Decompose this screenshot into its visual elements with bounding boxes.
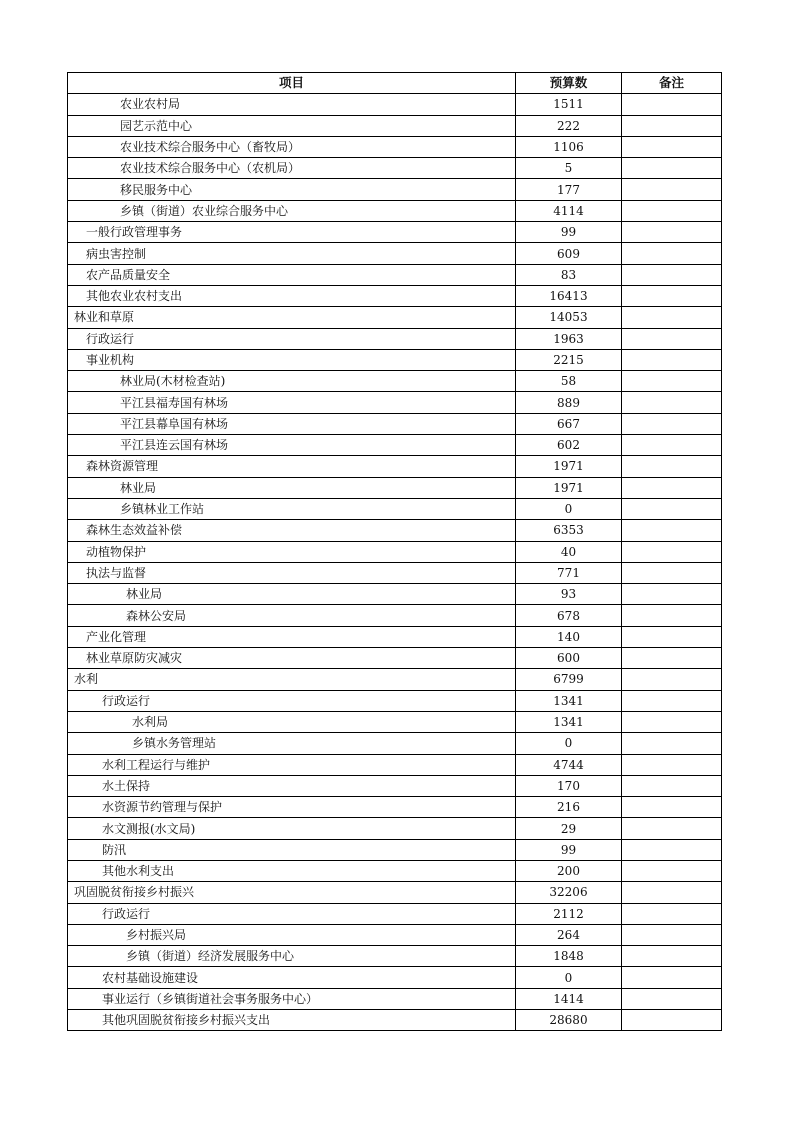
table-row	[68, 733, 722, 754]
amount-cell: 4744	[516, 754, 622, 775]
item-cell: 水利工程运行与维护	[68, 754, 516, 775]
amount-cell: 1971	[516, 477, 622, 498]
item-cell: 水利局	[68, 711, 516, 732]
remark-cell	[622, 307, 722, 328]
amount-cell: 602	[516, 435, 622, 456]
table-row	[68, 477, 722, 498]
amount-cell: 93	[516, 584, 622, 605]
table-row	[68, 818, 722, 839]
amount-cell: 1971	[516, 456, 622, 477]
remark-cell	[622, 924, 722, 945]
table-row	[68, 541, 722, 562]
table-row	[68, 754, 722, 775]
table-row	[68, 200, 722, 221]
remark-cell	[622, 243, 722, 264]
amount-cell: 32206	[516, 882, 622, 903]
amount-cell: 1848	[516, 946, 622, 967]
header-remark: 备注	[622, 73, 722, 94]
amount-cell: 609	[516, 243, 622, 264]
item-cell: 其他巩固脱贫衔接乡村振兴支出	[68, 1010, 516, 1031]
remark-cell	[622, 860, 722, 881]
remark-cell	[622, 200, 722, 221]
table-row	[68, 562, 722, 583]
header-row	[68, 73, 722, 94]
remark-cell	[622, 797, 722, 818]
remark-cell	[622, 711, 722, 732]
table-row	[68, 797, 722, 818]
table-row	[68, 1010, 722, 1031]
item-cell: 乡镇（街道）农业综合服务中心	[68, 200, 516, 221]
item-cell: 森林资源管理	[68, 456, 516, 477]
item-cell: 乡镇水务管理站	[68, 733, 516, 754]
item-cell: 平江县福寿国有林场	[68, 392, 516, 413]
remark-cell	[622, 222, 722, 243]
item-cell: 农业技术综合服务中心（农机局）	[68, 158, 516, 179]
table-row	[68, 584, 722, 605]
item-cell: 防汛	[68, 839, 516, 860]
amount-cell: 6799	[516, 669, 622, 690]
amount-cell: 83	[516, 264, 622, 285]
amount-cell: 1341	[516, 711, 622, 732]
item-cell: 平江县幕阜国有林场	[68, 413, 516, 434]
item-cell: 事业运行（乡镇街道社会事务服务中心）	[68, 988, 516, 1009]
remark-cell	[622, 264, 722, 285]
table-row	[68, 648, 722, 669]
table-row	[68, 988, 722, 1009]
item-cell: 农业农村局	[68, 94, 516, 115]
table-row	[68, 179, 722, 200]
table-row	[68, 264, 722, 285]
table-row	[68, 222, 722, 243]
amount-cell: 14053	[516, 307, 622, 328]
amount-cell: 0	[516, 498, 622, 519]
table-row	[68, 946, 722, 967]
table-row	[68, 711, 722, 732]
amount-cell: 264	[516, 924, 622, 945]
table-row	[68, 498, 722, 519]
item-cell: 行政运行	[68, 903, 516, 924]
item-cell: 病虫害控制	[68, 243, 516, 264]
item-cell: 森林生态效益补偿	[68, 520, 516, 541]
table-row	[68, 285, 722, 306]
item-cell: 巩固脱贫衔接乡村振兴	[68, 882, 516, 903]
amount-cell: 40	[516, 541, 622, 562]
item-cell: 园艺示范中心	[68, 115, 516, 136]
table-row	[68, 903, 722, 924]
amount-cell: 177	[516, 179, 622, 200]
amount-cell: 5	[516, 158, 622, 179]
table-row	[68, 967, 722, 988]
remark-cell	[622, 988, 722, 1009]
remark-cell	[622, 136, 722, 157]
table-row	[68, 839, 722, 860]
budget-table	[67, 72, 722, 1031]
item-cell: 水土保持	[68, 775, 516, 796]
amount-cell: 6353	[516, 520, 622, 541]
item-cell: 林业局	[68, 477, 516, 498]
item-cell: 产业化管理	[68, 626, 516, 647]
remark-cell	[622, 179, 722, 200]
table-row	[68, 775, 722, 796]
item-cell: 林业局	[68, 584, 516, 605]
remark-cell	[622, 456, 722, 477]
amount-cell: 16413	[516, 285, 622, 306]
item-cell: 水利	[68, 669, 516, 690]
table-row	[68, 520, 722, 541]
item-cell: 森林公安局	[68, 605, 516, 626]
amount-cell: 0	[516, 967, 622, 988]
remark-cell	[622, 754, 722, 775]
remark-cell	[622, 775, 722, 796]
remark-cell	[622, 158, 722, 179]
item-cell: 行政运行	[68, 690, 516, 711]
item-cell: 农业技术综合服务中心（畜牧局）	[68, 136, 516, 157]
remark-cell	[622, 498, 722, 519]
remark-cell	[622, 882, 722, 903]
remark-cell	[622, 1010, 722, 1031]
remark-cell	[622, 285, 722, 306]
amount-cell: 29	[516, 818, 622, 839]
remark-cell	[622, 371, 722, 392]
amount-cell: 200	[516, 860, 622, 881]
item-cell: 林业局(木材检查站)	[68, 371, 516, 392]
item-cell: 平江县连云国有林场	[68, 435, 516, 456]
remark-cell	[622, 967, 722, 988]
table-row	[68, 94, 722, 115]
item-cell: 移民服务中心	[68, 179, 516, 200]
amount-cell: 889	[516, 392, 622, 413]
item-cell: 其他农业农村支出	[68, 285, 516, 306]
table-body	[68, 94, 722, 1031]
table-row	[68, 349, 722, 370]
remark-cell	[622, 541, 722, 562]
remark-cell	[622, 733, 722, 754]
table-row	[68, 243, 722, 264]
remark-cell	[622, 115, 722, 136]
remark-cell	[622, 94, 722, 115]
table-row	[68, 115, 722, 136]
amount-cell: 1341	[516, 690, 622, 711]
table-row	[68, 924, 722, 945]
item-cell: 其他水利支出	[68, 860, 516, 881]
remark-cell	[622, 818, 722, 839]
remark-cell	[622, 562, 722, 583]
table-row	[68, 669, 722, 690]
item-cell: 乡镇林业工作站	[68, 498, 516, 519]
amount-cell: 0	[516, 733, 622, 754]
table-row	[68, 860, 722, 881]
table-row	[68, 392, 722, 413]
item-cell: 农村基础设施建设	[68, 967, 516, 988]
amount-cell: 678	[516, 605, 622, 626]
amount-cell: 1414	[516, 988, 622, 1009]
table-row	[68, 307, 722, 328]
amount-cell: 1963	[516, 328, 622, 349]
amount-cell: 771	[516, 562, 622, 583]
remark-cell	[622, 946, 722, 967]
item-cell: 执法与监督	[68, 562, 516, 583]
item-cell: 林业和草原	[68, 307, 516, 328]
table-row	[68, 435, 722, 456]
remark-cell	[622, 690, 722, 711]
table-row	[68, 371, 722, 392]
remark-cell	[622, 328, 722, 349]
item-cell: 行政运行	[68, 328, 516, 349]
remark-cell	[622, 349, 722, 370]
table-row	[68, 328, 722, 349]
header-item: 项目	[68, 73, 516, 94]
remark-cell	[622, 648, 722, 669]
item-cell: 水资源节约管理与保护	[68, 797, 516, 818]
item-cell: 事业机构	[68, 349, 516, 370]
item-cell: 乡镇（街道）经济发展服务中心	[68, 946, 516, 967]
amount-cell: 667	[516, 413, 622, 434]
amount-cell: 99	[516, 222, 622, 243]
amount-cell: 4114	[516, 200, 622, 221]
remark-cell	[622, 413, 722, 434]
amount-cell: 1106	[516, 136, 622, 157]
remark-cell	[622, 903, 722, 924]
amount-cell: 28680	[516, 1010, 622, 1031]
remark-cell	[622, 520, 722, 541]
amount-cell: 99	[516, 839, 622, 860]
amount-cell: 170	[516, 775, 622, 796]
table-row	[68, 690, 722, 711]
amount-cell: 2112	[516, 903, 622, 924]
item-cell: 乡村振兴局	[68, 924, 516, 945]
remark-cell	[622, 839, 722, 860]
amount-cell: 222	[516, 115, 622, 136]
amount-cell: 2215	[516, 349, 622, 370]
amount-cell: 140	[516, 626, 622, 647]
item-cell: 一般行政管理事务	[68, 222, 516, 243]
remark-cell	[622, 584, 722, 605]
header-amount: 预算数	[516, 73, 622, 94]
remark-cell	[622, 605, 722, 626]
amount-cell: 58	[516, 371, 622, 392]
table-row	[68, 605, 722, 626]
table-row	[68, 456, 722, 477]
item-cell: 林业草原防灾减灾	[68, 648, 516, 669]
amount-cell: 600	[516, 648, 622, 669]
table-row	[68, 626, 722, 647]
remark-cell	[622, 626, 722, 647]
table-row	[68, 882, 722, 903]
table-row	[68, 413, 722, 434]
item-cell: 动植物保护	[68, 541, 516, 562]
item-cell: 水文测报(水文局)	[68, 818, 516, 839]
amount-cell: 216	[516, 797, 622, 818]
remark-cell	[622, 392, 722, 413]
remark-cell	[622, 477, 722, 498]
amount-cell: 1511	[516, 94, 622, 115]
remark-cell	[622, 669, 722, 690]
remark-cell	[622, 435, 722, 456]
item-cell: 农产品质量安全	[68, 264, 516, 285]
table-row	[68, 136, 722, 157]
table-row	[68, 158, 722, 179]
